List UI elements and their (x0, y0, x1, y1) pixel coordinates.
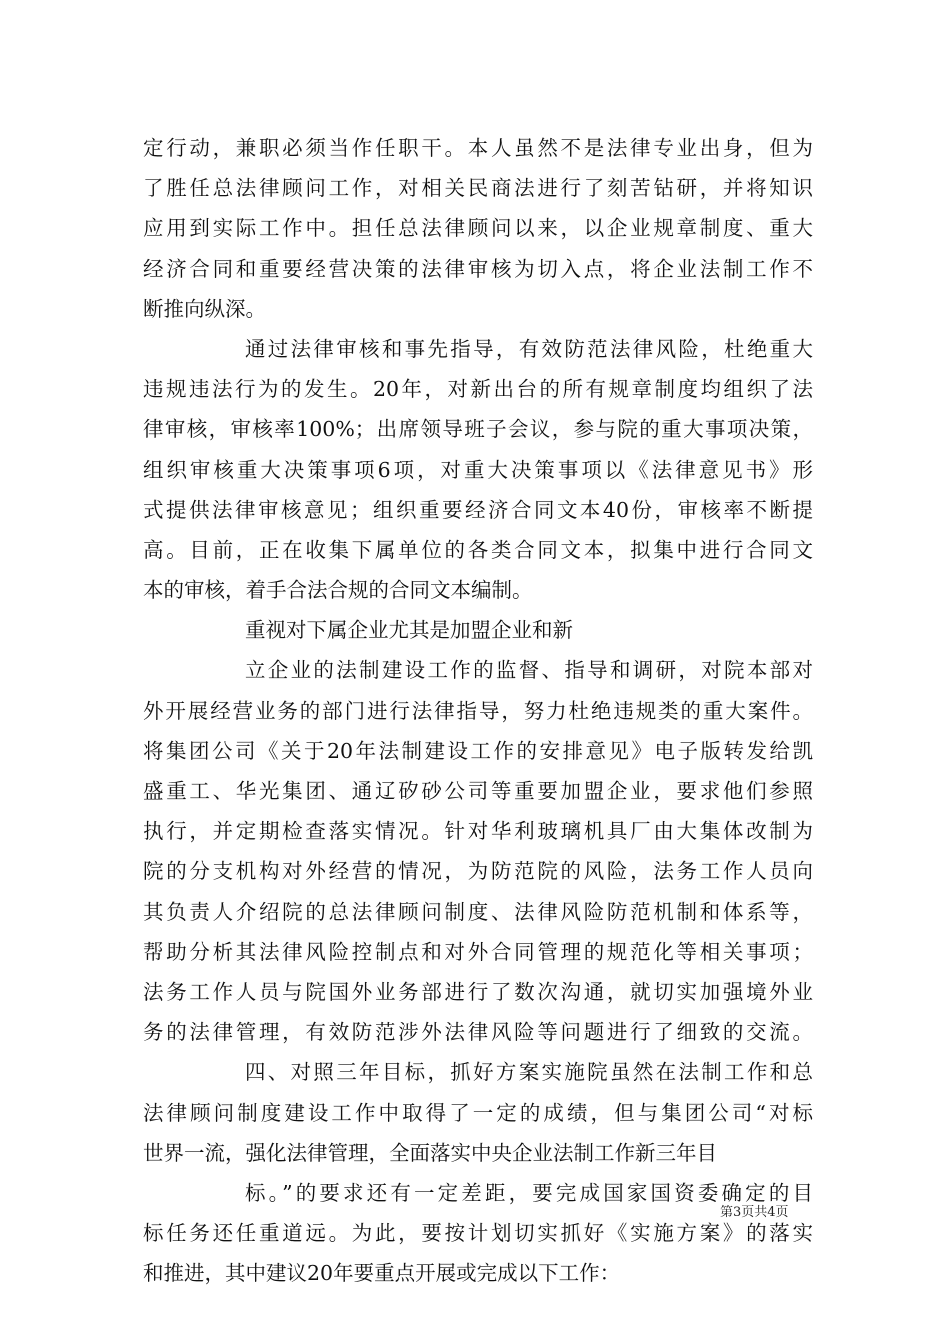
paragraph-3 (143, 610, 813, 650)
text-line: 院的分支机构对外经营的情况，为防范院的风险，法务工作人员向 (143, 859, 813, 884)
paragraph-5 (143, 1052, 813, 1173)
text-line: 组织审核重大决策事项6项，对重大决策事项以《法律意见书》形 (143, 457, 813, 482)
text-line: 外开展经营业务的部门进行法律指导，努力杜绝违规类的重大案件。 (143, 698, 813, 723)
text-line: 盛重工、华光集团、通辽矽砂公司等重要加盟企业，要求他们参照 (143, 779, 813, 803)
paragraph-6 (143, 1173, 813, 1294)
text-line: 立企业的法制建设工作的监督、指导和调研，对院本部对 (245, 658, 813, 683)
text-line: 帮助分析其法律风险控制点和对外合同管理的规范化等相关事项； (143, 939, 813, 964)
text-line: 经济合同和重要经营决策的法律审核为切入点，将企业法制工作不 (143, 256, 813, 281)
text-line: 其负责人介绍院的总法律顾问制度、法律风险防范机制和体系等， (143, 899, 813, 924)
text-line: 四、对照三年目标，抓好方案实施院虽然在法制工作和总 (245, 1060, 813, 1085)
paragraph-2 (143, 329, 813, 610)
text-line: 违规违法行为的发生。20年，对新出台的所有规章制度均组织了法 (143, 377, 813, 402)
text-line: 法律顾问制度建设工作中取得了一定的成绩，但与集团公司“对标 (143, 1100, 813, 1125)
text-line: 律审核，审核率100%；出席领导班子会议，参与院的重大事项决策， (143, 417, 813, 442)
text-line: 标。”的要求还有一定差距，要完成国家国资委确定的目 (245, 1180, 813, 1205)
text-line: 高。目前，正在收集下属单位的各类合同文本，拟集中进行合同文 (143, 537, 813, 562)
text-line: 重视对下属企业尤其是加盟企业和新 (245, 618, 573, 643)
text-line: 定行动，兼职必须当作任职干。本人虽然不是法律专业出身，但为 (143, 136, 813, 160)
text-line: 执行，并定期检查落实情况。针对华利玻璃机具厂由大集体改制为 (143, 819, 813, 844)
page-number-footer: 第3页共4页 (720, 1205, 789, 1220)
text-line: 将集团公司《关于20年法制建设工作的安排意见》电子版转发给凯 (143, 738, 813, 763)
text-line: 应用到实际工作中。担任总法律顾问以来，以企业规章制度、重大 (143, 216, 813, 241)
text-line: 式提供法律审核意见；组织重要经济合同文本40份，审核率不断提 (143, 497, 813, 522)
text-line: 世界一流，强化法律管理，全面落实中央企业法制工作新三年目 (143, 1140, 717, 1165)
text-line: 通过法律审核和事先指导，有效防范法律风险，杜绝重大 (245, 336, 813, 361)
text-line: 法务工作人员与院国外业务部进行了数次沟通，就切实加强境外业 (143, 979, 813, 1004)
paragraph-1 (143, 128, 813, 329)
document-body (143, 128, 813, 1293)
text-line: 和推进，其中建议20年要重点开展或完成以下工作： (143, 1261, 621, 1286)
text-line: 本的审核，着手合法合规的合同文本编制。 (143, 578, 533, 603)
text-line: 断推向纵深。 (143, 296, 266, 321)
text-line: 了胜任总法律顾问工作，对相关民商法进行了刻苦钻研，并将知识 (143, 176, 813, 201)
paragraph-4 (143, 650, 813, 1052)
text-line: 务的法律管理，有效防范涉外法律风险等问题进行了细致的交流。 (143, 1020, 813, 1045)
text-line: 标任务还任重道远。为此，要按计划切实抓好《实施方案》的落实 (143, 1221, 813, 1246)
